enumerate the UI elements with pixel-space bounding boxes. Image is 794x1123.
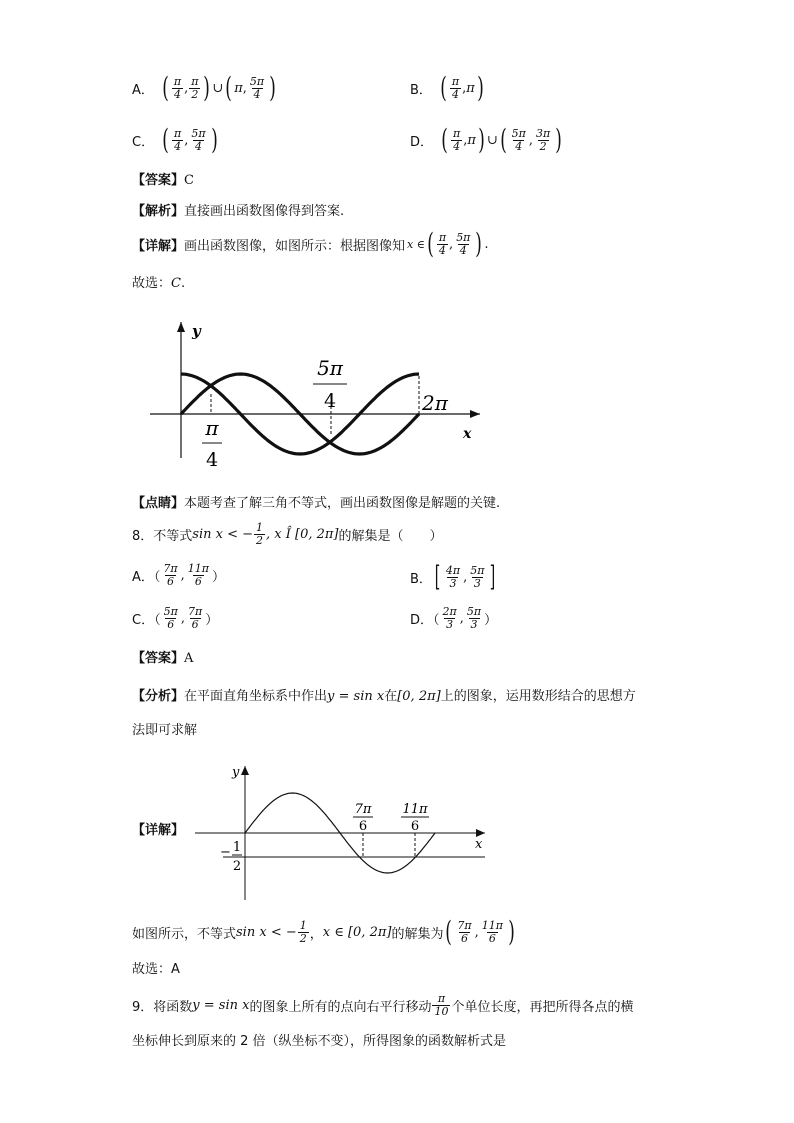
fraction: $\frac{1}{2}$ bbox=[256, 521, 263, 547]
q8-choice: 故选：A bbox=[132, 962, 180, 977]
x-axis-arrow bbox=[476, 829, 485, 837]
q8-answer: 【答案】A bbox=[132, 651, 194, 666]
option-c: C． ( $\frac{\pi}{4}$ , $\frac{5\pi}{4}$ ) bbox=[132, 123, 218, 156]
option-a-label: A． bbox=[132, 82, 154, 98]
q7-analysis bbox=[132, 205, 344, 218]
analysis-tag: 【解析】 bbox=[132, 204, 185, 219]
svg-text:11π: 11π bbox=[402, 802, 428, 817]
option-b: B． ( $\frac{\pi}{4}$ , π ) bbox=[410, 71, 484, 104]
svg-text:7π: 7π bbox=[354, 802, 372, 817]
svg-text:4: 4 bbox=[205, 449, 219, 471]
q8-option-d: D．（ $\frac{2\pi}{3}$ , $\frac{5\pi}{3}$ ） bbox=[410, 605, 498, 631]
fraction: $\frac{\pi}{4}$ bbox=[173, 74, 182, 101]
q7-answer bbox=[132, 174, 194, 187]
detail-tag: 【详解】 bbox=[132, 238, 185, 254]
x-axis-label: x bbox=[475, 837, 483, 852]
q8-option-a: A．（ $\frac{7\pi}{6}$ , $\frac{11\pi}{6}$ ） bbox=[132, 562, 226, 588]
x-axis-label: x bbox=[463, 426, 472, 442]
y-axis-arrow bbox=[177, 322, 185, 332]
svg-text:2π: 2π bbox=[422, 391, 448, 415]
q8-graph bbox=[190, 758, 500, 903]
option-b-label: B． bbox=[410, 82, 432, 98]
option-a: A． ( $\frac{\pi}{4}$ , $\frac{\pi}{2}$ ) ∪ ( π , $\frac{5\pi}{4}$ ) bbox=[132, 71, 276, 104]
y-axis-label: y bbox=[232, 765, 240, 780]
svg-text:5π: 5π bbox=[317, 356, 343, 380]
option-d-label: D． bbox=[410, 134, 434, 150]
q9-line1: 9．将函数 y = sin x 的图象上所有的点向右平行移动 $\frac{\pi}{10}$ 个单位长度，再把所得各点的横 bbox=[132, 992, 634, 1018]
y-axis-arrow bbox=[241, 766, 249, 775]
svg-text:2: 2 bbox=[232, 859, 242, 874]
svg-text:4: 4 bbox=[323, 390, 337, 412]
fraction: $\frac{5\pi}{4}$ bbox=[249, 74, 265, 101]
q8-fenxi: 【分析】在平面直角坐标系中作出y = sin x在[0, 2π]上的图象，运用数形结合的思想方 bbox=[132, 689, 636, 704]
svg-text:−: − bbox=[220, 845, 231, 860]
detail-text: 画出函数图像，如图所示：根据图像知 bbox=[184, 238, 406, 254]
fraction: $\frac{5\pi}{4}$ bbox=[456, 230, 471, 257]
q8-option-b: B． [ $\frac{4\pi}{3}$ , $\frac{5\pi}{3}$ ] bbox=[410, 560, 496, 593]
fraction: $\frac{\pi}{4}$ bbox=[174, 126, 182, 153]
svg-text:1: 1 bbox=[232, 840, 242, 855]
fraction: $\frac{\pi}{4}$ bbox=[438, 230, 447, 257]
q8-detail-tag: 【详解】 bbox=[132, 823, 185, 838]
fraction: $\frac{5\pi}{4}$ bbox=[191, 126, 206, 153]
q7-graph bbox=[130, 310, 490, 480]
y-axis-label: y bbox=[192, 322, 201, 340]
q7-comment: 【点睛】本题考查了解三角不等式，画出函数图像是解题的关键. bbox=[132, 496, 501, 511]
analysis-text: 直接画出函数图像得到答案. bbox=[184, 204, 345, 219]
fraction: $\frac{\pi}{4}$ bbox=[451, 74, 460, 101]
svg-text:π: π bbox=[205, 416, 219, 440]
q8-conclusion: 如图所示，不等式 sin x < − $\frac{1}{2}$ ， x ∈ [0, 2π] 的解集为 ( $\frac{7\pi}{6}$ , $\frac{11\pi}{6}$ ) bbox=[132, 915, 515, 948]
option-c-label: C． bbox=[132, 134, 155, 150]
q8-fenxi-cont: 法即可求解 bbox=[132, 723, 198, 738]
fraction: $\frac{3\pi}{2}$ bbox=[536, 126, 551, 153]
q9-line2: 坐标伸长到原来的 2 倍（纵坐标不变），所得图象的函数解析式是 bbox=[132, 1034, 507, 1049]
q8-stem: 8．不等式 sin x < − $\frac{1}{2}$ , x Î [0, 2π] 的解集是（ ） bbox=[132, 521, 443, 547]
fraction: $\frac{\pi}{2}$ bbox=[191, 74, 199, 101]
x-axis-arrow bbox=[470, 410, 480, 418]
svg-text:6: 6 bbox=[358, 819, 368, 834]
fraction: $\frac{\pi}{4}$ bbox=[452, 126, 461, 153]
answer-tag: 【答案】 bbox=[132, 173, 185, 188]
fraction: $\frac{5\pi}{4}$ bbox=[511, 126, 526, 153]
q7-detail: 【详解】 画出函数图像，如图所示：根据图像知 x ∈ ( $\frac{\pi}{4}$ , $\frac{5\pi}{4}$ ) . bbox=[132, 227, 489, 260]
answer-value: C bbox=[184, 173, 194, 188]
q7-choice: 故选：C. bbox=[132, 276, 186, 291]
option-d: D． ( $\frac{\pi}{4}$ , π ) ∪ ( $\frac{5\pi}{4}$ , $\frac{3\pi}{2}$ ) bbox=[410, 123, 563, 156]
svg-text:6: 6 bbox=[410, 819, 420, 834]
q8-option-c: C．（ $\frac{5\pi}{6}$ , $\frac{7\pi}{6}$ ） bbox=[132, 605, 219, 631]
